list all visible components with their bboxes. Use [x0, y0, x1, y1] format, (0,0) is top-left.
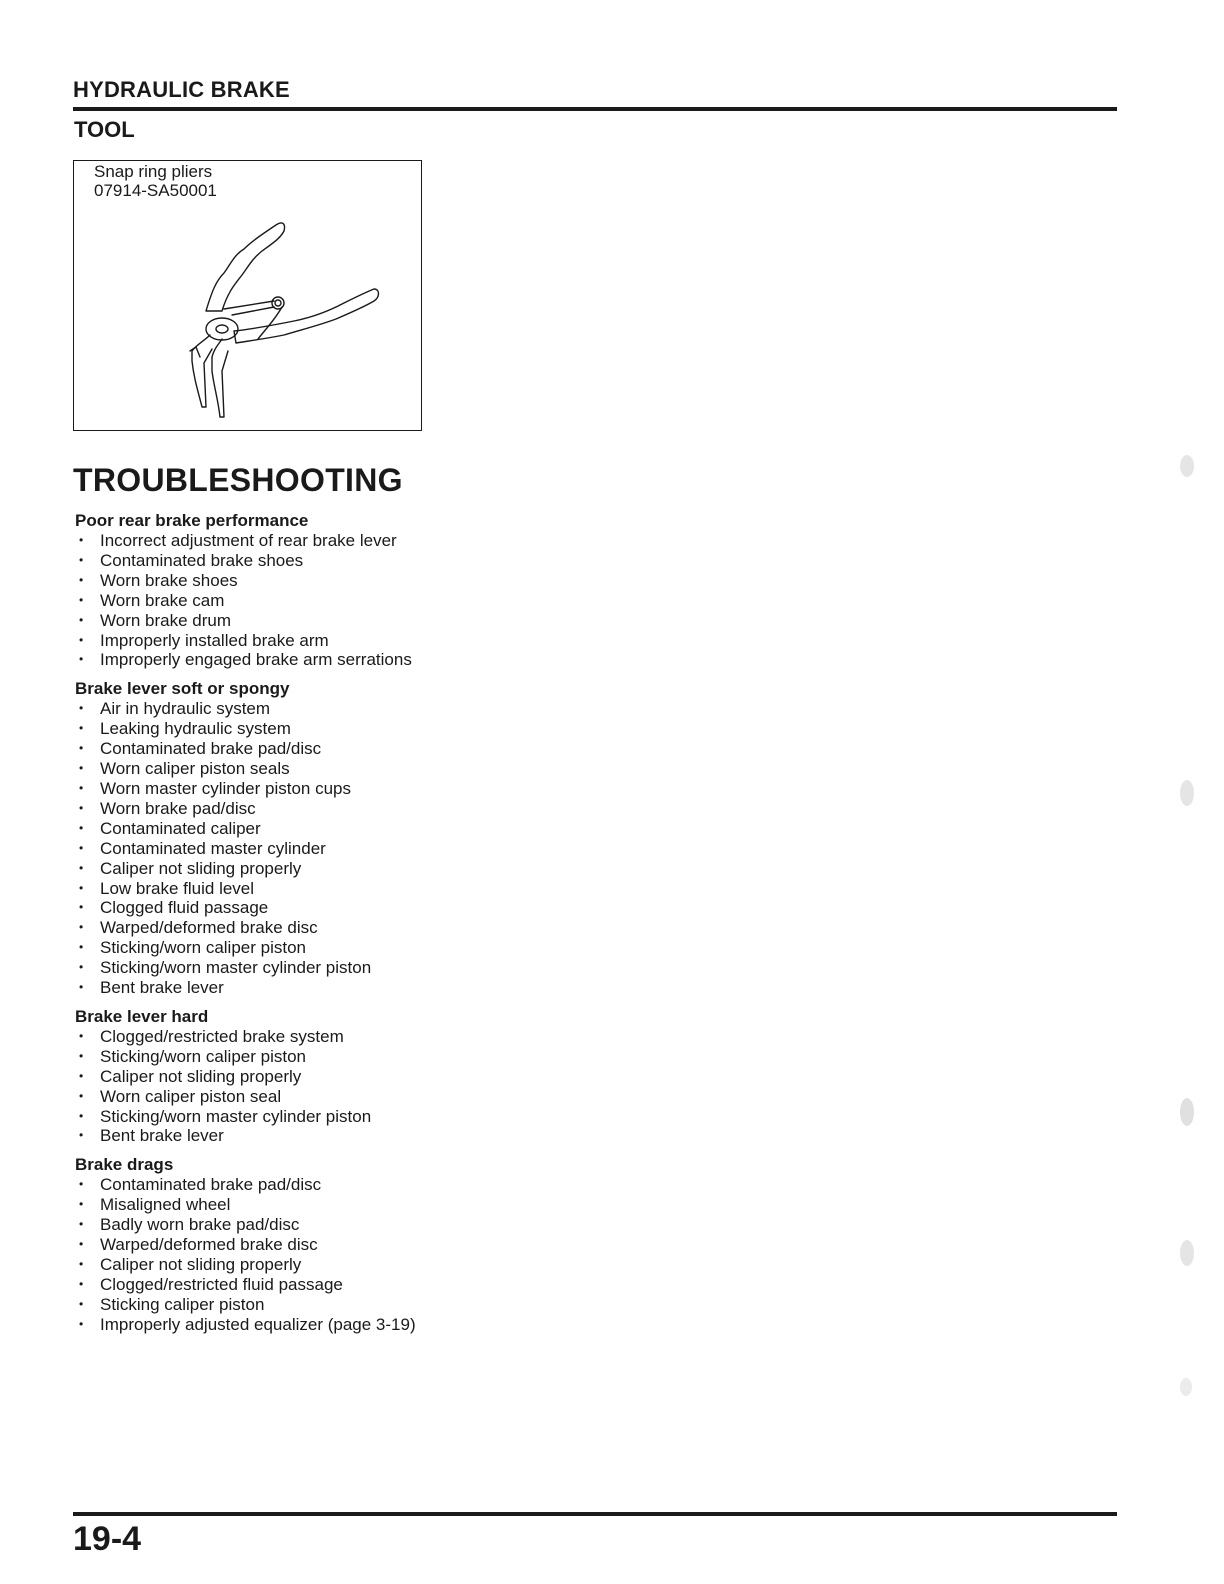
bullet-icon: • — [79, 552, 84, 567]
cause-item — [75, 719, 675, 739]
cause-item — [75, 1107, 675, 1127]
cause-text: Worn brake cam — [100, 590, 225, 610]
cause-text: Bent brake lever — [100, 978, 224, 998]
cause-item — [75, 1255, 675, 1275]
snap-ring-pliers-icon — [124, 211, 384, 421]
cause-text: Bent brake lever — [100, 1126, 224, 1146]
cause-text: Sticking/worn master cylinder piston — [100, 1106, 372, 1126]
bullet-icon: • — [79, 1296, 84, 1311]
bullet-icon: • — [79, 920, 84, 935]
cause-list — [75, 1175, 675, 1334]
symptom-group — [75, 1007, 675, 1146]
cause-text: Clogged/restricted brake system — [100, 1026, 344, 1046]
symptom-title: Brake lever hard — [75, 1006, 209, 1026]
bullet-icon: • — [79, 1257, 84, 1271]
cause-item — [75, 799, 675, 819]
bullet-icon: • — [79, 1237, 84, 1252]
scan-speck — [1180, 1098, 1194, 1126]
bullet-icon: • — [79, 880, 84, 895]
cause-text: Sticking/worn caliper piston — [100, 938, 306, 958]
bottom-rule — [73, 1512, 1117, 1516]
cause-text: Worn master cylinder piston cups — [100, 778, 352, 798]
cause-text: Sticking caliper piston — [100, 1294, 265, 1314]
cause-text: Improperly installed brake arm — [100, 630, 329, 650]
cause-item — [75, 699, 675, 719]
cause-item — [75, 1275, 675, 1295]
bullet-icon: • — [79, 780, 84, 795]
bullet-icon: • — [79, 800, 84, 815]
cause-text: Sticking/worn caliper piston — [100, 1046, 306, 1066]
bullet-icon: • — [79, 533, 84, 547]
bullet-icon: • — [79, 632, 84, 647]
cause-list — [75, 699, 675, 998]
cause-text: Leaking hydraulic system — [100, 719, 291, 739]
cause-item — [75, 958, 675, 978]
cause-item — [75, 1295, 675, 1315]
scan-speck — [1180, 1378, 1192, 1396]
troubleshooting-groups — [75, 511, 675, 1344]
tool-part-number: 07914-SA50001 — [94, 181, 217, 200]
cause-item — [75, 551, 675, 571]
cause-item — [75, 859, 675, 879]
cause-item — [75, 1215, 675, 1235]
cause-item — [75, 879, 675, 899]
cause-item — [75, 650, 675, 670]
bullet-icon: • — [79, 900, 84, 915]
tool-name: Snap ring pliers — [94, 162, 213, 181]
cause-text: Contaminated master cylinder — [100, 838, 326, 858]
cause-item — [75, 1087, 675, 1107]
troubleshooting-title: TROUBLESHOOTING — [73, 462, 403, 498]
page-number: 19-4 — [73, 1520, 142, 1558]
cause-item — [75, 759, 675, 779]
bullet-icon: • — [79, 612, 84, 627]
symptom-title: Brake lever soft or spongy — [75, 679, 290, 699]
symptom-title: Poor rear brake performance — [75, 511, 309, 530]
cause-text: Caliper not sliding properly — [100, 858, 302, 878]
cause-text: Caliper not sliding properly — [100, 1255, 302, 1274]
cause-item — [75, 898, 675, 918]
bullet-icon: • — [79, 592, 84, 607]
bullet-icon: • — [79, 1197, 84, 1212]
bullet-icon: • — [79, 820, 84, 835]
symptom-group — [75, 679, 675, 998]
bullet-icon: • — [79, 721, 84, 736]
scan-speck — [1180, 780, 1194, 806]
top-rule — [73, 107, 1117, 111]
bullet-icon: • — [79, 1217, 84, 1232]
cause-text: Air in hydraulic system — [100, 699, 271, 719]
cause-item — [75, 1067, 675, 1087]
cause-text: Clogged/restricted fluid passage — [100, 1274, 343, 1294]
bullet-icon: • — [79, 1177, 84, 1192]
cause-text: Misaligned wheel — [100, 1195, 231, 1215]
symptom-group — [75, 1155, 675, 1334]
symptom-group — [75, 511, 675, 670]
cause-item — [75, 1315, 675, 1335]
cause-item — [75, 531, 675, 551]
cause-item — [75, 1047, 675, 1067]
cause-item — [75, 591, 675, 611]
bullet-icon: • — [79, 1108, 84, 1123]
cause-item — [75, 819, 675, 839]
cause-text: Improperly adjusted equalizer (page 3-19) — [100, 1314, 416, 1334]
cause-text: Contaminated brake shoes — [100, 550, 304, 570]
scan-speck — [1180, 1240, 1194, 1266]
cause-item — [75, 938, 675, 958]
cause-item — [75, 739, 675, 759]
section-header: HYDRAULIC BRAKE — [73, 77, 290, 102]
bullet-icon: • — [79, 980, 84, 995]
cause-item — [75, 571, 675, 591]
cause-text: Improperly engaged brake arm serrations — [100, 650, 412, 670]
bullet-icon: • — [79, 960, 84, 975]
cause-item — [75, 1126, 675, 1146]
cause-item — [75, 978, 675, 998]
cause-text: Worn brake drum — [100, 610, 232, 630]
bullet-icon: • — [79, 652, 84, 667]
cause-text: Contaminated brake pad/disc — [100, 739, 322, 759]
cause-text: Worn brake pad/disc — [100, 798, 256, 818]
cause-text: Worn caliper piston seal — [100, 1086, 282, 1106]
cause-item — [75, 1195, 675, 1215]
cause-text: Low brake fluid level — [100, 878, 255, 898]
cause-item — [75, 779, 675, 799]
bullet-icon: • — [79, 1276, 84, 1291]
cause-text: Badly worn brake pad/disc — [100, 1215, 300, 1235]
cause-text: Worn caliper piston seals — [100, 759, 290, 779]
cause-text: Contaminated brake pad/disc — [100, 1175, 322, 1195]
bullet-icon: • — [79, 940, 84, 955]
cause-item — [75, 839, 675, 859]
tool-heading: TOOL — [74, 117, 135, 142]
cause-list — [75, 531, 675, 670]
bullet-icon: • — [79, 860, 84, 875]
cause-text: Worn brake shoes — [100, 570, 238, 590]
cause-text: Warped/deformed brake disc — [100, 918, 318, 938]
bullet-icon: • — [79, 1028, 84, 1043]
tool-box — [73, 160, 422, 431]
cause-item — [75, 631, 675, 651]
cause-item — [75, 1235, 675, 1255]
bullet-icon: • — [79, 1048, 84, 1063]
cause-item — [75, 1027, 675, 1047]
cause-text: Clogged fluid passage — [100, 898, 269, 918]
bullet-icon: • — [79, 701, 84, 716]
bullet-icon: • — [79, 1088, 84, 1103]
bullet-icon: • — [79, 741, 84, 756]
cause-text: Caliper not sliding properly — [100, 1066, 302, 1086]
bullet-icon: • — [79, 761, 84, 776]
cause-text: Sticking/worn master cylinder piston — [100, 958, 372, 978]
cause-item — [75, 611, 675, 631]
cause-item — [75, 1175, 675, 1195]
cause-list — [75, 1027, 675, 1146]
cause-text: Warped/deformed brake disc — [100, 1235, 318, 1255]
cause-text: Incorrect adjustment of rear brake lever — [100, 531, 397, 550]
bullet-icon: • — [79, 572, 84, 587]
scan-speck — [1180, 455, 1194, 477]
bullet-icon: • — [79, 840, 84, 855]
bullet-icon: • — [79, 1316, 84, 1331]
bullet-icon: • — [79, 1128, 84, 1143]
cause-text: Contaminated caliper — [100, 818, 261, 838]
symptom-title: Brake drags — [75, 1155, 174, 1175]
bullet-icon: • — [79, 1068, 84, 1083]
cause-item — [75, 918, 675, 938]
